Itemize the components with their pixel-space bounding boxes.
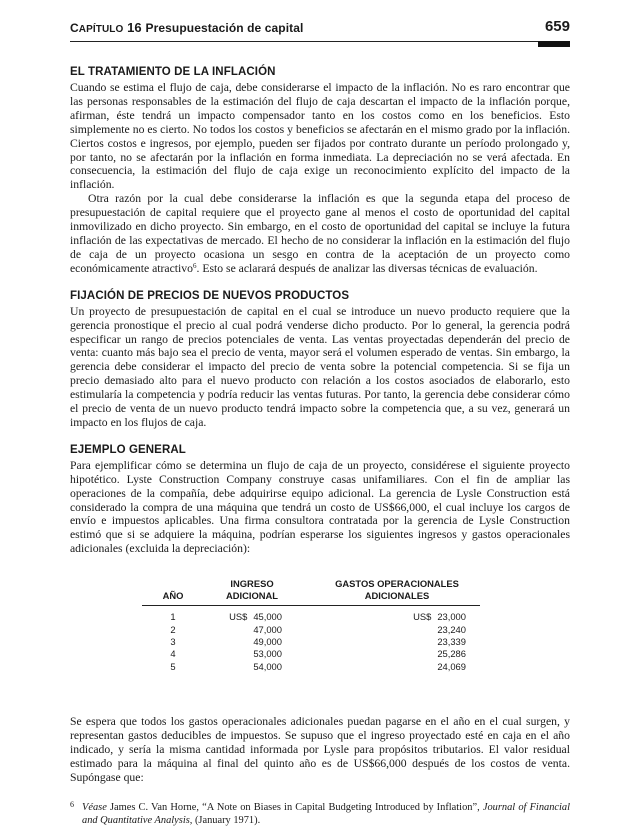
currency-label: US$ [229,611,248,623]
col-expense-label-1: GASTOS OPERACIONALES [335,578,459,590]
paragraph-example-2: Se espera que todos los gastos operacionales adicionales puedan pagarse en el año en el cual surgen, y representan gastos deducibles de impuestos. Se supuso que el ingreso proyectado esté en caja en el año indicado, y sería la misma cantidad informada por Lysle para propósitos tributarios. El valor residual estimado para la máquina al final del quinto año es de US$66,000 después de los costos de venta. Supóngase que: [70,715,570,784]
footnote-journal: Journal of Financial and Quantitative Analysis, [82,801,570,826]
cell-income: 54,000 [253,660,282,672]
table-row [142,661,480,673]
footnote-date: (January 1971). [192,814,261,826]
col-year-header [142,578,204,606]
cell-income: 53,000 [253,648,282,660]
heading-example: EJEMPLO GENERAL [70,443,186,456]
table-row [142,606,480,624]
cell-expense: 23,339 [437,636,466,647]
table-row [142,648,480,660]
body-text [70,52,570,827]
chapter-word: APÍTULO [78,24,124,35]
cell-year: 2 [170,623,176,635]
cell-expense: 25,286 [437,648,466,660]
col-year-label: AÑO [162,590,184,602]
cell-income: 47,000 [253,623,282,635]
cell-income: 49,000 [253,636,282,647]
table-row [142,624,480,636]
footnote-mark: 6 [70,799,74,809]
col-expense-label-2: ADICIONALES [364,590,430,602]
cell-income [204,606,300,624]
header-rule [70,41,570,42]
paragraph-example-1: Para ejemplificar cómo se determina un flujo de caja de un proyecto, considérese el siguiente proyecto hipotético. Lyste Construction Company construye casas unifamiliares. Con el fin de ampliar las operaciones de la compañía, debe adquirirse equipo adicional. La gerencia de Lysle Construction está considerado la compra de una máquina que tendrá un costo de US$66,000, el cual incluye los cargos de envío e impuestos aplicables. Una firma consultora contratada por la gerencia de Lysle Construction estimó que si se adquiere la máquina, podrían esperarse los siguientes ingresos y gastos operacionales adicionales (excluida la depreciación): [70,458,570,556]
heading-inflation: EL TRATAMIENTO DE LA INFLACIÓN [70,66,276,78]
cash-flow-table-wrap [70,578,570,673]
paragraph-inflation-2-end: . Esto se aclarará después de analizar las diversas técnicas de evaluación. [196,261,538,275]
footnote-author: James C. Van Horne, “A Note on Biases in Capital Budgeting Introduced by Inflation”, [106,801,483,813]
chapter-label [70,20,303,35]
paragraph-inflation-2-text: Otra razón por la cual debe considerarse la inflación es que la segunda etapa del proceso de presupuestación de capital requiere que el proyecto gane al menos el costo de oportunidad del capital inmovilizado en dicho proyecto. Sin embargo, en el costo de oportunidad del capital se incluye la futura inflación de las expectativas de mercado. El hecho de no considerar la inflación en la estimación del flujo de caja de un proyecto ocasiona un sesgo en contra de la aceptación de un proyecto como económicamente atractivo [70,192,570,275]
table-header-row [142,578,480,606]
cell-year: 4 [170,648,176,660]
cell-expense [300,606,480,624]
table-row [142,636,480,648]
paragraph-inflation-1: Cuando se estima el flujo de caja, debe considerarse el impacto de la inflación. No es raro encontrar que las personas responsables de la estimación del flujo de caja descartan el impacto de la inflación porque, afirman, éste tendrá un impacto compensador tanto en los costos como en los beneficios. Esto simplemente no es cierto. No todos los costos y beneficios se afectarán en el mismo grado por la inflación. Ciertos costos e ingresos, por ejemplo, pueden ser fijados por contrato durante un período prolongado y, por tanto, no se afectarán por la inflación en forma inmediata. La depreciación no se verá afectada. En consecuencia, la estimación del flujo de caja exige un reconocimiento explícito del impacto de la inflación. [70,81,570,192]
col-income-header [204,578,300,606]
cell-year: 1 [170,611,176,623]
col-income-label-1: INGRESO [230,578,274,590]
cell-expense: 24,069 [437,660,466,672]
footnote-ref: 6 [192,261,197,270]
col-expense-header [300,578,480,606]
chapter-title: Presupuestación de capital [145,21,304,35]
chapter-number: 16 [127,20,142,35]
running-header [70,20,570,40]
paragraph-pricing: Un proyecto de presupuestación de capital en el cual se introduce un nuevo producto requiere que la gerencia pronostique el precio al cual podrá venderse dicho producto. Por lo general, la gerencia podrá especificar un rango de precios potenciales de venta. Las ventas proyectadas dependerán del precio de venta: cuanto más bajo sea el precio de venta, mayor será el volumen esperado de ventas. Sin embargo, la gerencia debe considerar el impacto del precio de venta sobre la potencial competencia. Si se fija un precio demasiado alto para el nuevo producto con relación a los costos asociados de elaborarlo, esto estimularía la competencia y podría reducir las ventas futuras. Por tanto, la gerencia debe considerar cómo el precio de venta de un nuevo producto tendrá impacto sobre la competencia que, a su vez, generará un impacto en los flujos de caja. [70,304,570,429]
cell-expense-value: 23,000 [437,611,466,623]
cash-flow-table [142,578,480,673]
paragraph-inflation-2 [70,192,570,275]
currency-label: US$ [413,611,432,623]
heading-pricing: FIJACIÓN DE PRECIOS DE NUEVOS PRODUCTOS [70,289,350,302]
cell-year: 5 [170,660,176,672]
col-income-label-2: ADICIONAL [225,590,279,602]
cell-expense: 23,240 [437,623,466,635]
footnote-see: Véase [82,801,107,813]
page-thumb-tab [538,41,570,47]
cell-income-value: 45,000 [253,611,282,623]
cell-year: 3 [170,636,176,647]
page-number: 659 [544,18,570,35]
chapter-initial: C [70,21,79,35]
footnote [70,798,570,827]
